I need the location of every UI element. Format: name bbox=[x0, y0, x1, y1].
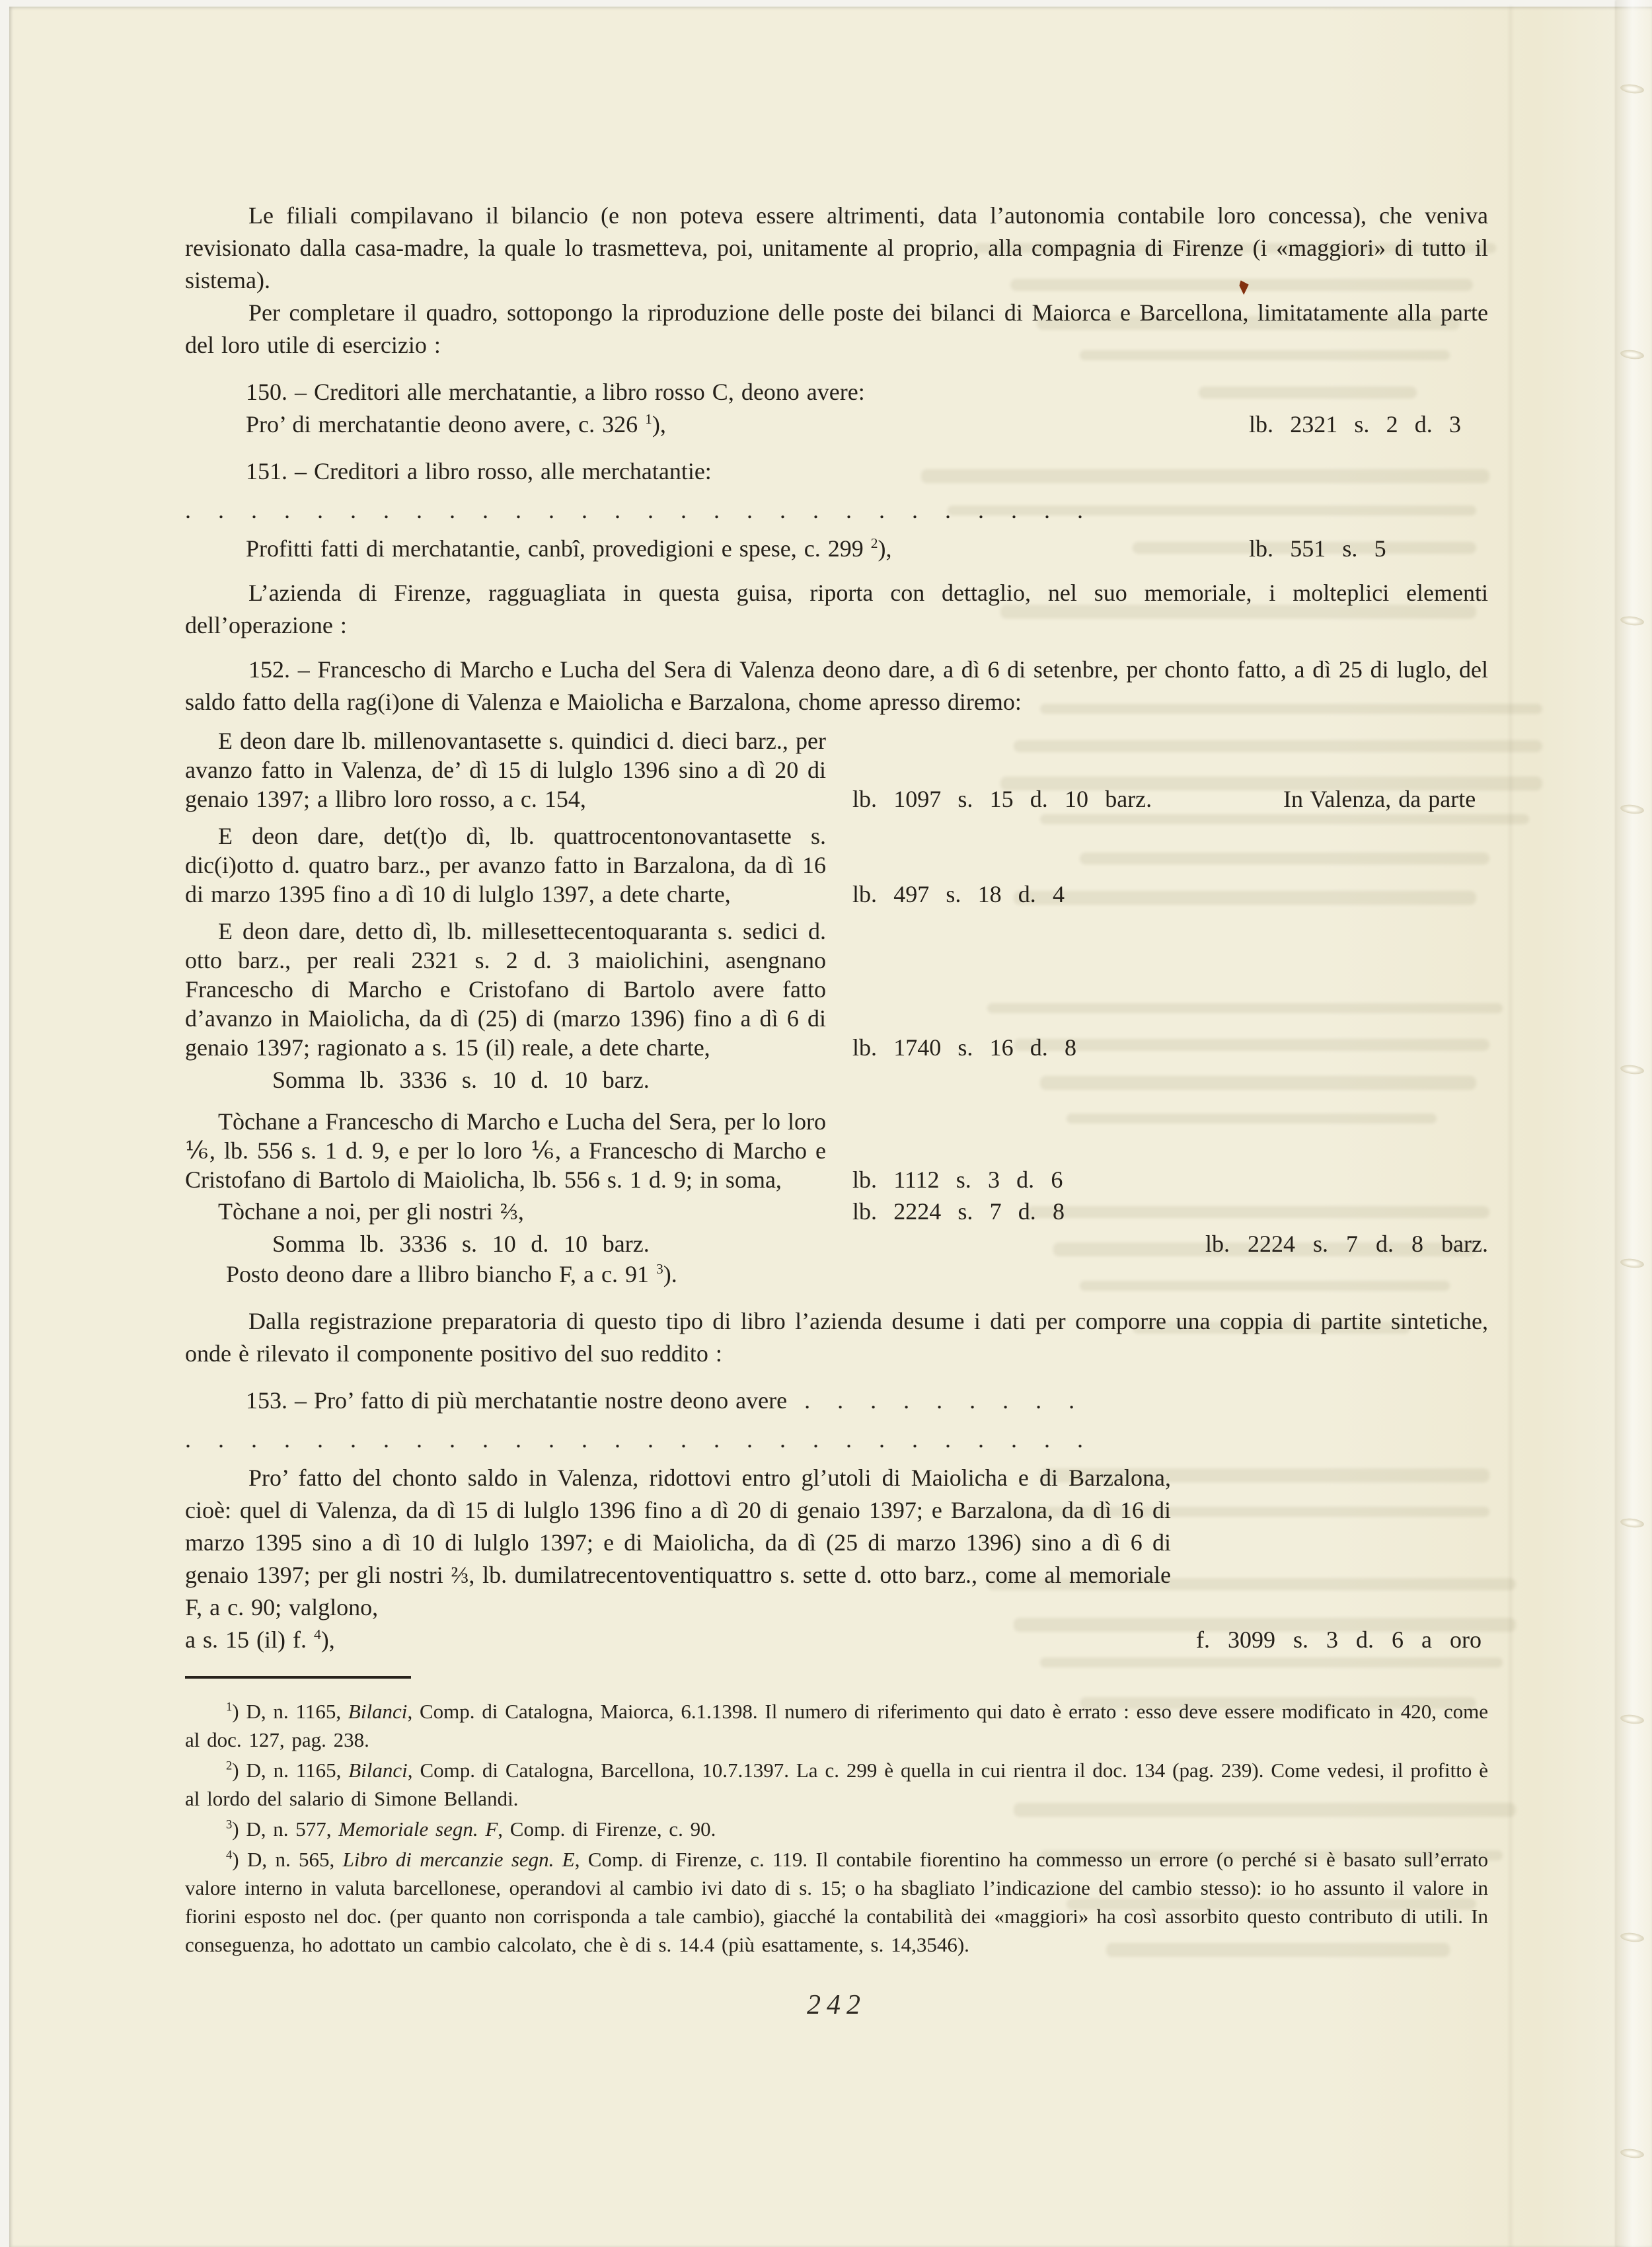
text-line: 151. – Creditori a libro rosso, alle merchatantie: bbox=[246, 458, 712, 484]
page-paper bbox=[9, 7, 1652, 2247]
text-line: Posto deono dare a llibro biancho F, a c. 91 $^3$). bbox=[226, 1261, 677, 1287]
text-line: Per completare il quadro, sottopongo la riproduzione delle poste dei bilanci di Maiorca e Barcellona, limitatamente alla parte del loro utile di esercizio : bbox=[185, 299, 1488, 358]
text-line: Somma lb. 3336 s. 10 d. 10 barz. bbox=[272, 1067, 650, 1093]
stitch-hole bbox=[1620, 1714, 1644, 1725]
footnote-number: 4 bbox=[226, 1848, 233, 1862]
valuation-line bbox=[185, 1624, 1488, 1656]
paragraph-intro-2 bbox=[185, 297, 1488, 362]
text-line: 150. – Creditori alle merchatantie, a libro rosso C, deono avere: bbox=[246, 379, 865, 405]
item-150-heading bbox=[246, 376, 1488, 408]
item-153-body bbox=[185, 1462, 1171, 1624]
margin-note: In Valenza, da parte bbox=[1283, 786, 1476, 812]
footnote-ref: 4 bbox=[313, 1626, 321, 1642]
dotted-line: . . . . . . . . . . . . . . . . . . . . . . . . . . . . bbox=[185, 1426, 1083, 1453]
text-line: 152. – Francescho di Marcho e Lucha del Sera di Valenza deono dare, a dì 6 di setenbre, per chonto fatto, a dì 25 di luglo, del saldo fatto della rag(i)one di Valenza e Maiolicha e Barzalona, chome apresso diremo: bbox=[185, 656, 1488, 715]
item-153-heading bbox=[246, 1385, 1488, 1417]
stitch-hole bbox=[1620, 615, 1644, 627]
text-line: Le filiali compilavano il bilancio (e non poteva essere altrimenti, data l’autonomia contabile loro concessa), che veniva revisionato dalla casa-madre, la quale lo trasmetteva, poi, unitamente al proprio, alla compagnia di Firenze (i «maggiori» di tutto il sistema). bbox=[185, 202, 1488, 293]
ledger-entry-valenza bbox=[185, 726, 1476, 814]
text-column bbox=[185, 200, 1488, 2022]
ledger-entry-maiolicha bbox=[185, 917, 1077, 1062]
footnote-number: 3 bbox=[226, 1817, 233, 1832]
work-title: Libro di mercanzie segn. E bbox=[342, 1848, 575, 1871]
text-line: a s. 15 (il) f. $^4$), bbox=[185, 1626, 335, 1653]
page-number: 242 bbox=[807, 1990, 866, 2020]
text-line: E deon dare lb. millenovantasette s. quindici d. dieci barz., per avanzo fatto in Valenza, de’ dì 15 di lulglo 1396 sino a dì 20 di genaio 1397; a llibro loro rosso, a c. 154, bbox=[185, 728, 826, 812]
work-title: Bilanci bbox=[348, 1700, 408, 1723]
text-line: Dalla registrazione preparatoria di questo tipo di libro l’azienda desume i dati per comporre una coppia di partite sintetiche, onde è rilevato il componente positivo del suo reddito : bbox=[185, 1308, 1488, 1367]
text-line: Pro’ fatto del chonto saldo in Valenza, ridottovi entro gl’utoli di Maiolicha e di Barzalona, cioè: quel di Valenza, da dì 15 di lulglo 1396 fino a dì 20 di genaio 1397; e Barzalona, da dì 16 di marzo 1395 sino a dì 10 di lulglo 1397; e di Maiolicha, da dì (25 di marzo 1396) sino a dì 6 di genaio 1397; per gli nostri ⅔, lb. dumilatrecentoventiquattro s. sette d. otto barz., come al memoriale F, a c. 90; valglono, bbox=[185, 1465, 1171, 1620]
item-151-line bbox=[185, 533, 1488, 565]
somma-line-1 bbox=[185, 1065, 1488, 1095]
paragraph-registrazione bbox=[185, 1305, 1488, 1370]
amount-value: lb. 551 s. 5 bbox=[1249, 535, 1386, 562]
posto-line bbox=[226, 1259, 1488, 1289]
amount-value: lb. 1097 s. 15 d. 10 barz. bbox=[852, 786, 1152, 812]
amount-value: lb. 2224 s. 7 d. 8 barz. bbox=[1205, 1231, 1488, 1257]
ledger-entry-barzalona bbox=[185, 821, 1065, 909]
item-150-line bbox=[185, 408, 1488, 441]
text-line: Tòchane a noi, per gli nostri ⅔, bbox=[218, 1198, 524, 1225]
footnotes bbox=[185, 1697, 1488, 1959]
text-line: E deon dare, det(t)o dì, lb. quattrocentonovantasette s. dic(i)otto d. quatro barz., per avanzo fatto in Barzalona, da dì 16 di marzo 1395 fino a dì 10 di lulglo 1397, a dete charte, bbox=[185, 823, 826, 907]
stitch-hole bbox=[1620, 1064, 1644, 1075]
text-line: 153. – Pro’ fatto di più merchatantie nostre deono avere . . . . . . . . . bbox=[246, 1387, 1075, 1414]
stitch-hole bbox=[1620, 83, 1644, 95]
somma-line-2 bbox=[185, 1229, 1488, 1259]
footnote: $^1$) D, n. 1165, Bilanci, Comp. di Catalogna, Maiorca, 6.1.1398. Il numero di riferimento qui dato è errato : esso deve essere modificato in 420, come al doc. 127, pag. 238. bbox=[185, 1700, 1488, 1751]
work-title: Bilanci bbox=[348, 1759, 408, 1782]
footnote: $^4$) D, n. 565, Libro di mercanzie segn. E, Comp. di Firenze, c. 119. Il contabile fiorentino ha commesso un errore (o perché si è basato sull’errato valore interno in valuta barcellonese, operandovi al cambio ivi dato di s. 15; o ha sbagliato l’indicazione del cambio stesso): io ho assunto il valore in fiorini esposto nel doc. (per quanto non corrisponda a tale cambio), giacché la contabilità dei «maggiori» ha così assorbito questo contributo di utili. In conseguenza, ho adottato un cambio calcolato, che è di s. 14.4 (più esattamente, s. 14,3546). bbox=[185, 1848, 1488, 1956]
amount-value: lb. 2224 s. 7 d. 8 bbox=[852, 1198, 1065, 1225]
amount-value: lb. 2321 s. 2 d. 3 bbox=[1249, 411, 1462, 438]
stitch-hole bbox=[1620, 1932, 1644, 1943]
stitch-hole bbox=[1620, 1517, 1644, 1529]
text-line: E deon dare, detto dì, lb. millesettecentoquaranta s. sedici d. otto barz., per reali 2321 s. 2 d. 3 maiolichini, asengnano Francescho di Marcho e Cristofano di Bartolo avere fatto d’avanzo in Maiolicha, da dì (25) di (marzo 1396) fino a dì 6 di genaio 1397; ragionato a s. 15 (il) reale, a dete charte, bbox=[185, 918, 826, 1061]
amount-value: lb. 1112 s. 3 d. 6 bbox=[852, 1166, 1063, 1193]
amount-value: lb. 1740 s. 16 d. 8 bbox=[852, 1034, 1077, 1061]
dotted-leader: . . . . . . . . . bbox=[804, 1387, 1075, 1414]
text-line: Somma lb. 3336 s. 10 d. 10 barz. bbox=[272, 1231, 650, 1257]
ledger-entry-tochane-1 bbox=[185, 1107, 1063, 1194]
footnote-ref: 3 bbox=[656, 1261, 663, 1277]
footnote-ref: 1 bbox=[645, 411, 652, 427]
item-152-intro bbox=[185, 654, 1488, 718]
stitch-hole bbox=[1620, 349, 1644, 360]
text-line: L’azienda di Firenze, ragguagliata in questa guisa, riporta con dettaglio, nel suo memoriale, i molteplici elementi dell’operazione : bbox=[185, 580, 1488, 638]
footnote-number: 2 bbox=[226, 1759, 233, 1773]
paragraph-intro-1 bbox=[185, 200, 1488, 297]
ledger-entry-tochane-2 bbox=[185, 1197, 1065, 1226]
text-line: Profitti fatti di merchatantie, canbî, provedigioni e spese, c. 299 $^2$), bbox=[246, 535, 892, 562]
text-line: Pro’ di merchatantie deono avere, c. 326 $^1$), bbox=[246, 411, 666, 438]
footnote-separator bbox=[185, 1676, 411, 1679]
footnote-number: 1 bbox=[226, 1700, 233, 1714]
amount-value: lb. 497 s. 18 d. 4 bbox=[852, 881, 1065, 907]
stitch-hole bbox=[1620, 1258, 1644, 1269]
stitched-page-edge bbox=[1616, 0, 1652, 2247]
footnote: $^3$) D, n. 577, Memoriale segn. F, Comp. di Firenze, c. 90. bbox=[226, 1817, 716, 1841]
stitch-hole bbox=[1620, 804, 1644, 815]
footnote: $^2$) D, n. 1165, Bilanci, Comp. di Catalogna, Barcellona, 10.7.1397. La c. 299 è quella in cui rientra il doc. 134 (pag. 239). Come vedesi, il profitto è al lordo del salario di Simone Bellandi. bbox=[185, 1759, 1488, 1810]
dotted-line: . . . . . . . . . . . . . . . . . . . . . . . . . . . . bbox=[185, 497, 1083, 523]
footnote-ref: 2 bbox=[870, 535, 878, 551]
amount-value: f. 3099 s. 3 d. 6 a oro bbox=[1196, 1626, 1482, 1653]
stitch-hole bbox=[1620, 2148, 1644, 2159]
work-title: Memoriale segn. F bbox=[338, 1817, 498, 1841]
paragraph-azienda bbox=[185, 577, 1488, 642]
item-151-heading bbox=[246, 455, 1488, 488]
text-line: Tòchane a Francescho di Marcho e Lucha del Sera, per lo loro ⅙, lb. 556 s. 1 d. 9, e per lo loro ⅙, a Francescho di Marcho e Cristofano di Bartolo di Maiolicha, lb. 556 s. 1 d. 9; in soma, bbox=[185, 1108, 826, 1193]
paper-crease bbox=[1509, 7, 1512, 2247]
